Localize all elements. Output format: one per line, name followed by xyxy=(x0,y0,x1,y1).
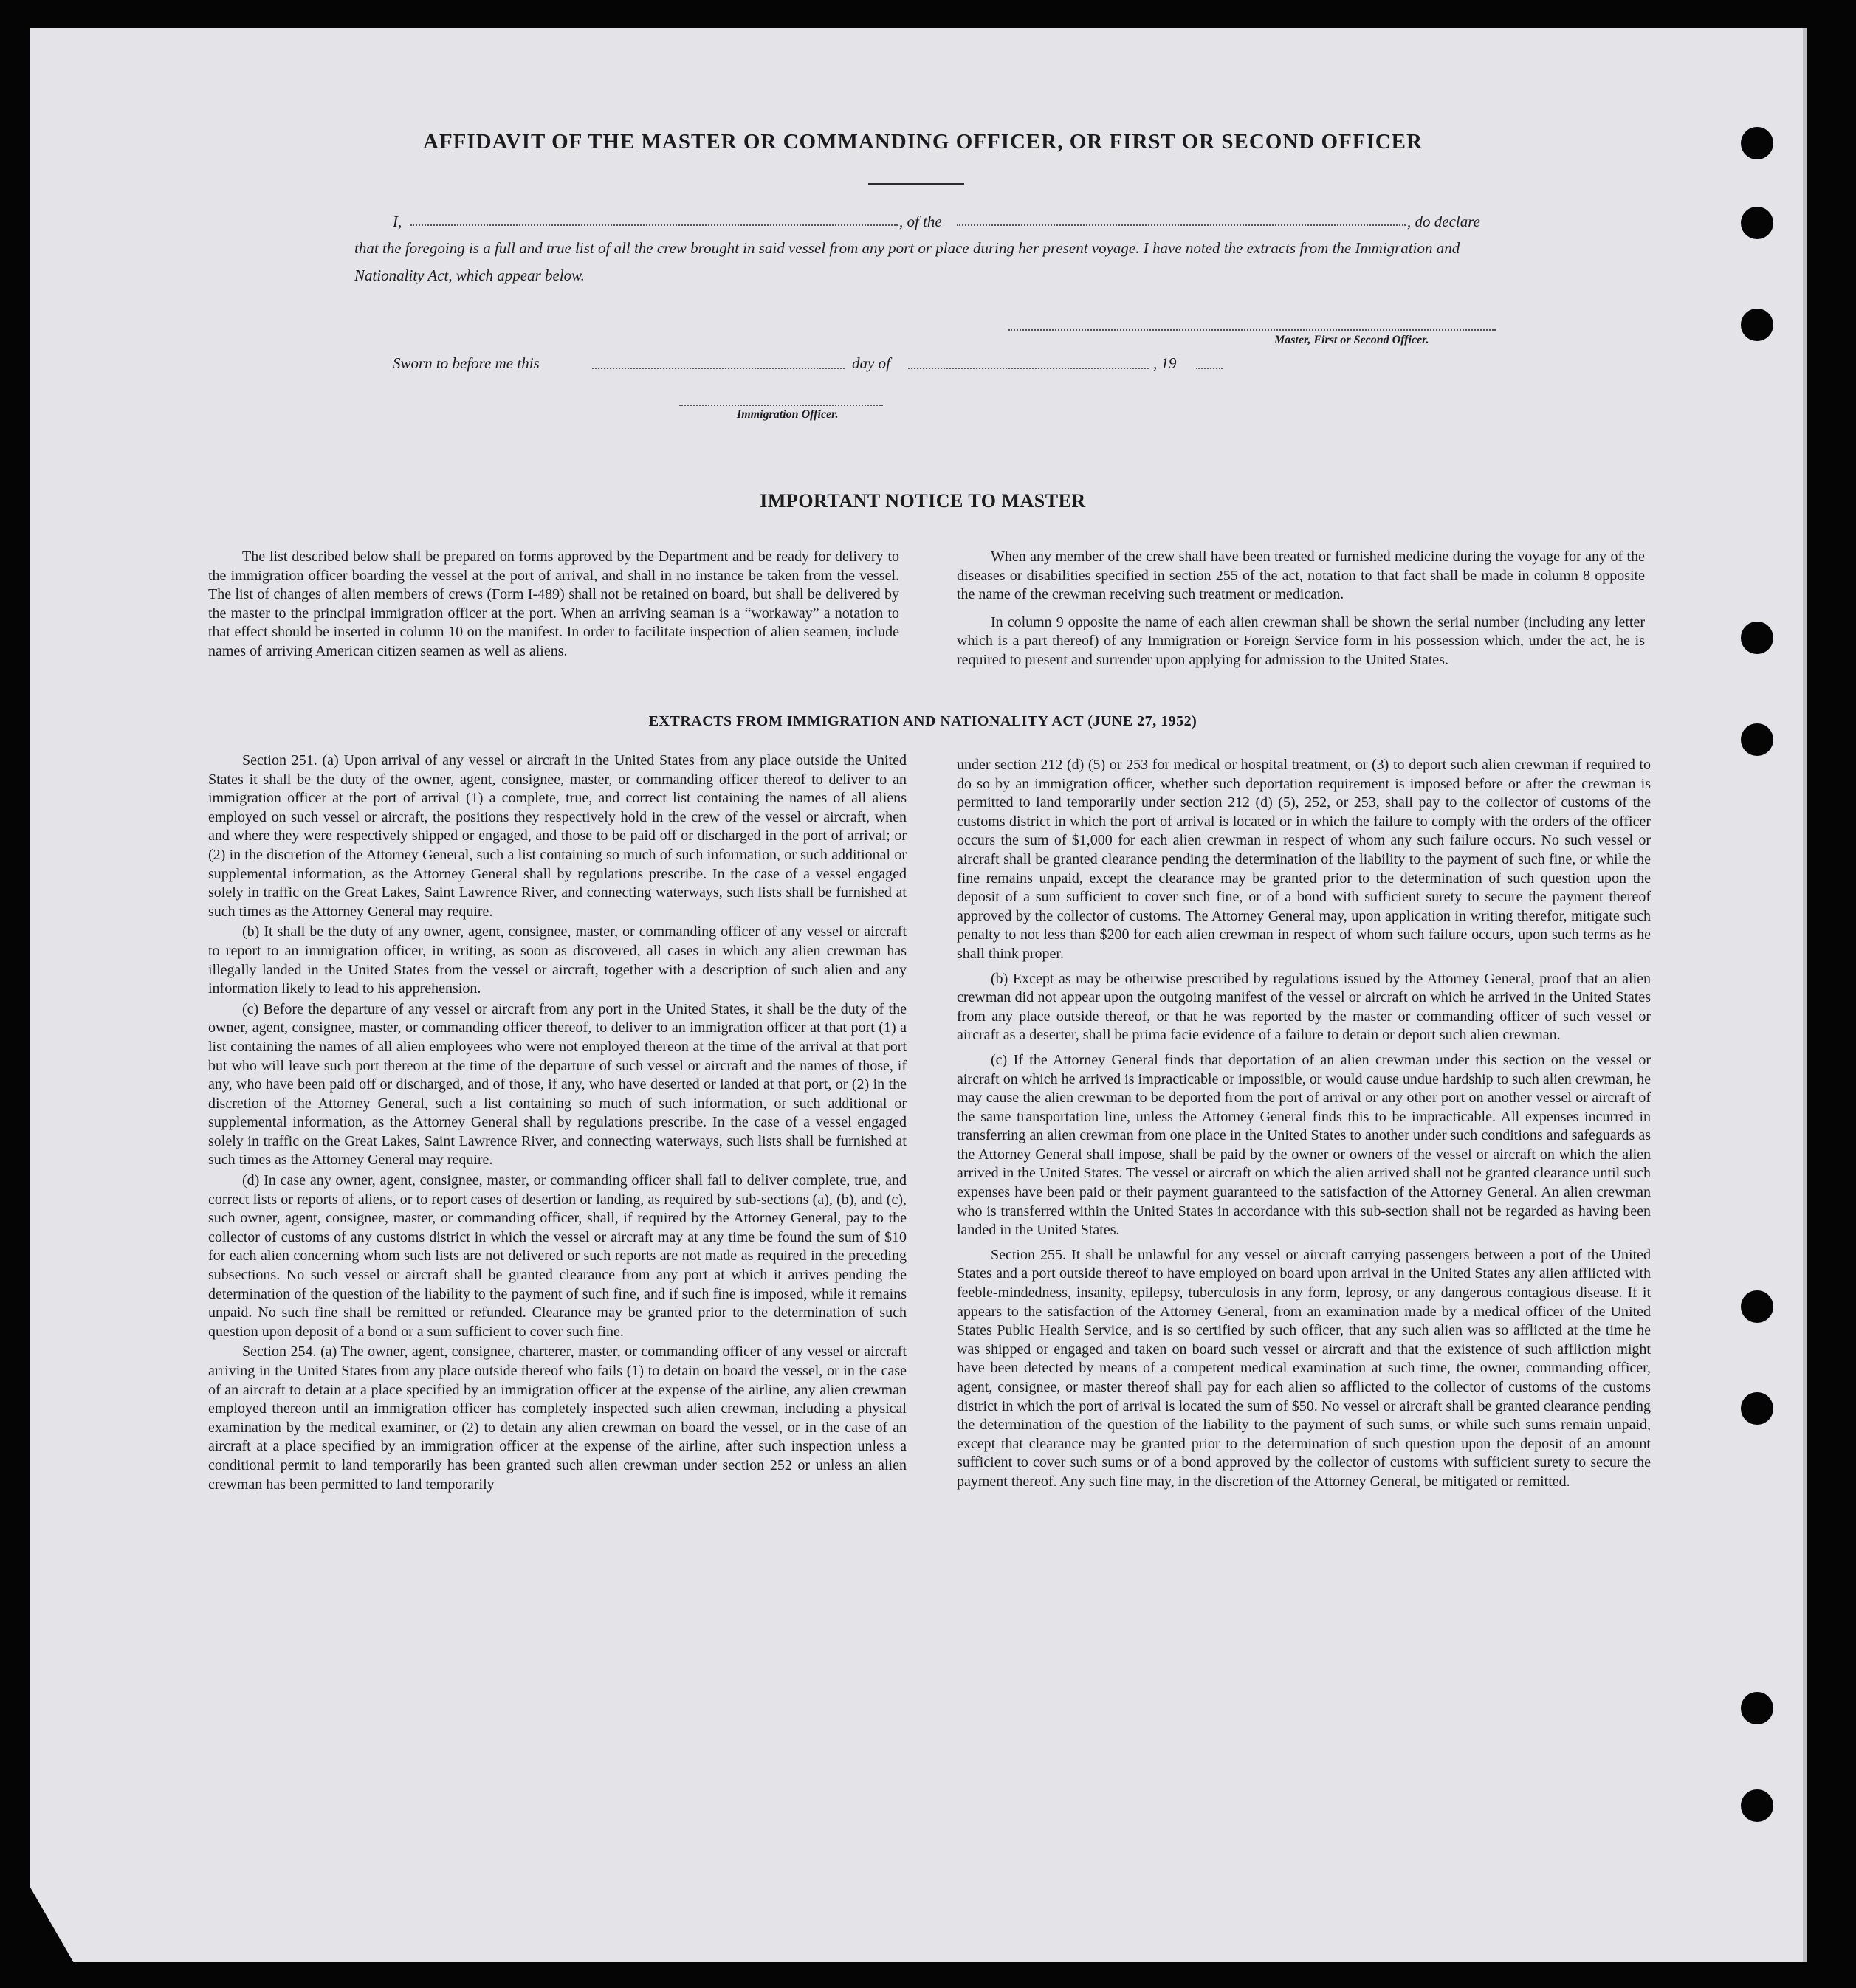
statute-paragraph: under section 212 (d) (5) or 253 for medical or hospital treatment, or (3) to deport such alien crewman if required to do so by an immigration officer, whether such deportation requirement is imposed before or after the crewman is permitted to land temporarily under section 212 (d) (5), 252, or 253, shall pay to the collector of customs of the customs district in which the port of arrival is located or in which the failure to comply with the orders of the officer occurs the sum of $1,000 for each alien crewman in respect of whom any such failure occurs. No such vessel or aircraft shall be granted clearance pending the determination of the liability to the payment of such fine, or while the fine remains unpaid, except the clearance may be granted prior to the determination of such question upon the deposit of a sum sufficient to cover such fine, or of a bond with sufficient surety to secure the payment thereof approved by the collector of customs. The Attorney General may, upon application in writing therefor, mitigate such penalty to not less than $200 for each alien crewman in respect of whom such failure occurs, upon such terms as he shall think proper. xyxy=(957,757,1651,962)
punch-hole xyxy=(1741,127,1773,159)
year-label: , 19 xyxy=(1153,354,1177,372)
sworn-year-field[interactable] xyxy=(1196,368,1223,369)
statute-paragraph: Section 254. (a) The owner, agent, consignee, charterer, master, or commanding officer of any vessel or aircraft arriving in the United States from any place outside thereof who fails (1) to detain on board the vessel, or in the case of an aircraft to detain at a place specified by an immigration officer at the expense of the airline, any alien crewman employed thereon until an immigration officer has completely inspected such alien crewman, including a physical examination by the medical examiner, or (2) to detain any alien crewman on board the vessel, or in the case of an aircraft at a place specified by an immigration officer at the expense of the airline, after such inspection unless a conditional permit to land temporarily has been granted such alien crewman under section 252 or unless an alien crewman has been permitted to land temporarily xyxy=(208,1344,907,1493)
master-caption: Master, First or Second Officer. xyxy=(1274,334,1429,346)
extracts-right-column xyxy=(957,756,1651,1492)
sworn-day-field[interactable] xyxy=(592,368,845,369)
immigration-officer-caption: Immigration Officer. xyxy=(737,408,839,421)
declaration-statement: that the foregoing is a full and true list of all the crew brought in said vessel from any port or place during her present voyage. I have noted the extracts from the Immigration and Nationality Act, which appear below. xyxy=(354,239,1460,284)
sworn-month-field[interactable] xyxy=(908,368,1149,369)
punch-hole xyxy=(1741,1692,1773,1724)
punch-hole xyxy=(1741,309,1773,341)
vessel-name-field[interactable] xyxy=(957,224,1406,226)
declarant-prefix: I, xyxy=(393,213,402,230)
notice-paragraph: In column 9 opposite the name of each alien crewman shall be shown the serial number (including any letter which is a part thereof) of any Immigration or Foreign Service form in his possession which, under the act, he is required to present and surrender upon applying for admission to the United States. xyxy=(957,613,1645,668)
statute-paragraph: (b) Except as may be otherwise prescribed by regulations issued by the Attorney General, proof that an alien crewman did not appear upon the outgoing manifest of the vessel or aircraft on which he arrived in the United States from any place outside thereof, or that he was reported by the master or commanding officer of such vessel or aircraft as a deserter, shall be prima facie evidence of a failure to detain or deport such alien crewman. xyxy=(957,970,1651,1044)
declarant-name-field[interactable] xyxy=(410,224,898,226)
punch-hole xyxy=(1741,1290,1773,1323)
title-underline xyxy=(868,183,964,185)
statute-paragraph: (c) Before the departure of any vessel or aircraft from any port in the United States, it shall be the duty of the owner, agent, consignee, master, or commanding officer thereof, to deliver to an immigration officer at that port (1) a list containing the names of all alien employees who were not employed thereon at the time of the arrival at that port but who will leave such port thereon at the time of the departure of such vessel or aircraft and the names of those, if any, who have been paid off or discharged, and of those, if any, who have deserted or landed at that port, or (2) in the discretion of the Attorney General, such a list containing so much of such information, or such additional or supplemental information, as the Attorney General shall by regulations prescribe. In the case of a vessel engaged solely in traffic on the Great Lakes, Saint Lawrence River, and connecting waterways, such lists shall be furnished at such times as the Attorney General may require. xyxy=(208,1000,907,1169)
day-of-label: day of xyxy=(852,354,890,372)
statute-paragraph: Section 255. It shall be unlawful for any vessel or aircraft carrying passengers between a port of the United States and a port outside thereof to have employed on board upon arrival in the United States any alien afflicted with feeble-mindedness, insanity, epilepsy, tuberculosis in any form, leprosy, or any dangerous contagious disease. If it appears to the satisfaction of the Attorney General, from an examination made by a medical officer of the United States Public Health Service, and is so certified by such officer, that any such alien was so afflicted at the time he was shipped or engaged and taken on board such vessel or aircraft and that the existence of such affliction might have been detected by means of a competent medical examination at such time, the owner, commanding officer, agent, consignee, or master thereof shall pay for each alien so afflicted to the collector of customs of the customs district in which the port of arrival is located the sum of $50. No vessel or aircraft shall be granted clearance pending the determination of the question of the liability to the payment of such sums, or while such sums remain unpaid, except that clearance may be granted prior to the determination of such question upon the deposit of an amount sufficient to cover such sums or of a bond approved by the collector of customs with sufficient surety to secure the payment thereof. Any such fine may, in the discretion of the Attorney General, be mitigated or remitted. xyxy=(957,1246,1651,1490)
statute-paragraph: Section 251. (a) Upon arrival of any vessel or aircraft in the United States from any place outside the United States it shall be the duty of the owner, agent, consignee, master, or commanding officer thereof to deliver to an immigration officer at the port of arrival (1) a complete, true, and correct list containing the names of all aliens employed on such vessel or aircraft, the positions they respectively hold in the crew of the vessel or aircraft, when and where they were respectively shipped or engaged, and those to be paid off or discharged in the port of arrival; or (2) in the discretion of the Attorney General, such a list containing so much of such information, or such additional or supplemental information, as the Attorney General shall by regulations prescribe. In the case of a vessel engaged solely in traffic on the Great Lakes, Saint Lawrence River, and connecting waterways, such lists shall be furnished at such times as the Attorney General may require. xyxy=(208,752,907,920)
notice-right-column xyxy=(957,548,1645,670)
statute-paragraph: (b) It shall be the duty of any owner, agent, consignee, master, or commanding officer of any vessel or aircraft to report to an immigration officer, in writing, as soon as discovered, all cases in which any alien crewman has illegally landed in the United States from the vessel or aircraft, together with a description of such alien and any information likely to lead to his apprehension. xyxy=(208,924,907,997)
punch-hole xyxy=(1741,1392,1773,1425)
punch-hole xyxy=(1741,622,1773,654)
extracts-left-column xyxy=(208,751,907,1494)
master-signature-field[interactable] xyxy=(1008,329,1496,331)
statute-paragraph: (c) If the Attorney General finds that deportation of an alien crewman under this section on the vessel or aircraft on which he arrived is impracticable or impossible, or would cause undue hardship to such alien crewman, he may cause the alien crewman to be deported from the port of arrival or any other port on another vessel or aircraft of the same transportation line, unless the Attorney General finds this to be impracticable. All expenses incurred in transferring an alien crewman from one place in the United States to another under such conditions and safeguards as the Attorney General shall impose, shall be paid by the owner or owners of the vessel or aircraft on which the alien arrived in the United States. The vessel or aircraft on which the alien arrived shall not be granted clearance until such expenses have been paid or their payment guaranteed to the satisfaction of the Attorney General. An alien crewman who is transferred within the United States in accordance with this sub-section shall not be regarded as having been landed in the United States. xyxy=(957,1051,1651,1239)
statute-paragraph: (d) In case any owner, agent, consignee, master, or commanding officer shall fail to deliver complete, true, and correct lists or reports of aliens, or to report cases of desertion or landing, as required by sub-sections (a), (b), and (c), such owner, agent, consignee, master, or commanding officer, shall, if required by the Attorney General, pay to the collector of customs of any customs district in which the vessel or aircraft may at any time be found the sum of $10 for each alien concerning whom such lists are not delivered or such reports are not made as required in the preceding subsections. No such vessel or aircraft shall be granted clearance from any port at which it arrives pending the determination of the question of the liability to the payment of such fine, and if such fine is imposed, while it remains unpaid. No such fine shall be remitted or refunded. Clearance may be granted prior to the determination of such question upon deposit of a bond or a sum sufficient to cover such fine. xyxy=(208,1172,907,1340)
punch-hole xyxy=(1741,207,1773,239)
notice-left-column xyxy=(208,548,899,661)
affidavit-title: AFFIDAVIT OF THE MASTER OR COMMANDING OFFICER, OR FIRST OR SECOND OFFICER xyxy=(423,130,1423,154)
punch-hole xyxy=(1741,723,1773,756)
sworn-label: Sworn to before me this xyxy=(393,354,540,372)
folded-corner xyxy=(30,1886,74,1963)
extracts-title: EXTRACTS FROM IMMIGRATION AND NATIONALITY ACT (JUNE 27, 1952) xyxy=(648,713,1197,729)
of-the-label: , of the xyxy=(899,213,942,230)
notice-paragraph: The list described below shall be prepared on forms approved by the Department and be ready for delivery to the immigration officer boarding the vessel at the port of arrival, and shall in no instance be taken from the vessel. The list of changes of alien members of crews (Form I-489) shall not be retained on board, but shall be delivered by the master to the principal immigration officer at the port. When an arriving seaman is a “workaway” a notation to that effect should be inserted in column 10 on the manifest. In order to facilitate inspection of alien seamen, include names of arriving American citizen seamen as well as aliens. xyxy=(208,548,899,659)
do-declare-label: , do declare xyxy=(1407,213,1480,230)
officer-signature-field[interactable] xyxy=(679,405,883,406)
notice-title: IMPORTANT NOTICE TO MASTER xyxy=(760,490,1086,512)
notice-paragraph: When any member of the crew shall have been treated or furnished medicine during the voyage for any of the diseases or disabilities specified in section 255 of the act, notation to that fact shall be made in column 8 opposite the name of the crewman receiving such treatment or medication. xyxy=(957,548,1645,603)
punch-hole xyxy=(1741,1789,1773,1822)
